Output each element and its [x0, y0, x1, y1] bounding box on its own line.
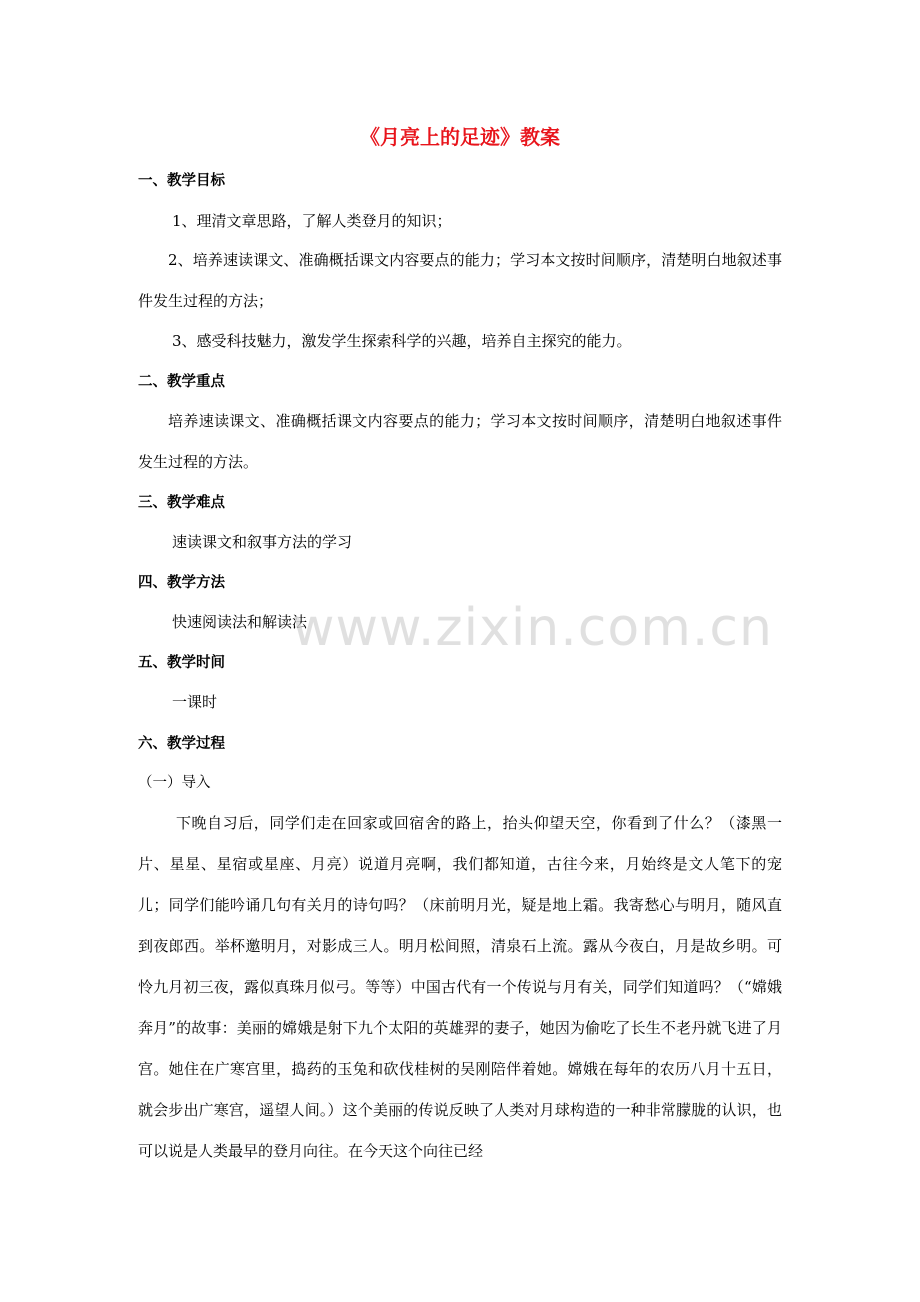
time-text: 一课时: [172, 693, 218, 711]
section-heading-methods: 四、教学方法: [138, 575, 225, 591]
goal-item-3: 3、感受科技魅力，激发学生探索科学的兴趣，培养自主探究的能力。: [172, 332, 632, 350]
goal-item-2: 2、培养速读课文、准确概括课文内容要点的能力；学习本文按时间顺序，清楚明白地叙述事件发生过程的方法；: [138, 251, 782, 310]
section-heading-goals: 一、教学目标: [138, 173, 225, 189]
key-points-text: 培养速读课文、准确概括课文内容要点的能力；学习本文按时间顺序，清楚明白地叙述事件发生过程的方法。: [138, 412, 782, 471]
methods-text: 快速阅读法和解读法: [172, 613, 308, 631]
section-heading-key-points: 二、教学重点: [138, 374, 225, 390]
difficulties-text: 速读课文和叙事方法的学习: [172, 533, 353, 551]
section-heading-process: 六、教学过程: [138, 736, 225, 752]
watermark: www.zixin.com.cn: [292, 598, 773, 658]
process-subheading-intro: （一）导入: [138, 775, 211, 791]
goal-item-1: 1、理清文章思路，了解人类登月的知识；: [172, 212, 452, 230]
section-heading-difficulties: 三、教学难点: [138, 495, 225, 511]
intro-paragraph: 下晚自习后，同学们走在回家或回宿舍的路上，抬头仰望天空，你看到了什么？（漆黑一片、星星、星宿或星座、月亮）说道月亮啊，我们都知道，古往今来，月始终是文人笔下的宠儿；同学们能吟诵几句有关月的诗句吗？（床前明月光，疑是地上霜。我寄愁心与明月，随风直到夜郎西。举杯邀明月，对影成三人。明月松间照，清泉石上流。露从今夜白，月是故乡明。可怜九月初三夜，露似真珠月似弓。等等）中国古代有一个传说与月有关，同学们知道吗？（“嫦娥奔月”的故事：美丽的嫦娥是射下九个太阳的英雄羿的妻子，她因为偷吃了长生不老丹就飞进了月宫。她住在广寒宫里，捣药的玉兔和砍伐桂树的吴刚陪伴着她。嫦娥在每年的农历八月十五日，就会步出广寒宫，遥望人间。）这个美丽的传说反映了人类对月球构造的一种非常朦胧的认识，也可以说是人类最早的登月向往。在今天这个向往已经: [138, 814, 782, 1160]
document-title: 《月亮上的足迹》教案: [360, 125, 560, 149]
section-heading-time: 五、教学时间: [138, 655, 225, 671]
